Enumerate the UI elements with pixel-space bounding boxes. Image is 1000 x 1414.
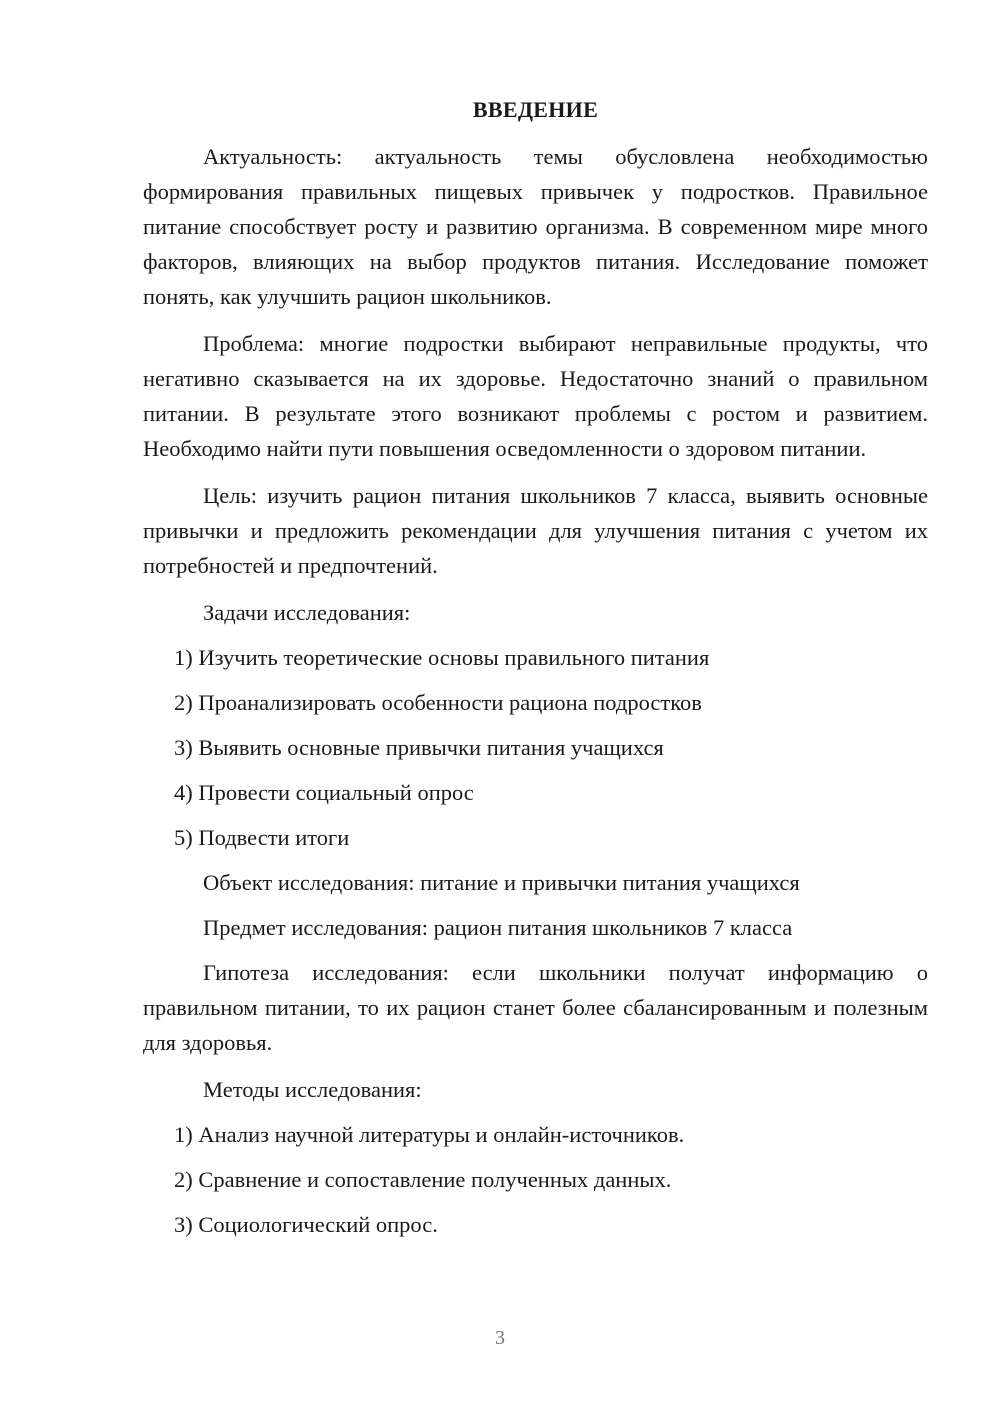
page-number: 3 bbox=[495, 1327, 505, 1349]
method-item: 1) Анализ научной литературы и онлайн-источников. bbox=[174, 1122, 685, 1147]
relevance-paragraph: Актуальность: актуальность темы обусловлена необходимостью формирования правильных пищевых привычек у подростков. Правильное питание способствует росту и развитию организма. В современном мире много факторов, влияющих на выбор продуктов питания. Исследование поможет понять, как улучшить рацион школьников. bbox=[143, 144, 928, 309]
research-subject: Предмет исследования: рацион питания школьников 7 класса bbox=[203, 915, 793, 940]
task-item: 4) Провести социальный опрос bbox=[174, 780, 474, 805]
task-item: 1) Изучить теоретические основы правильного питания bbox=[174, 645, 710, 670]
methods-list bbox=[143, 1117, 928, 1242]
tasks-list bbox=[143, 640, 928, 855]
task-item: 3) Выявить основные привычки питания учащихся bbox=[174, 735, 664, 760]
tasks-heading: Задачи исследования: bbox=[203, 600, 411, 625]
document-page bbox=[143, 92, 928, 1252]
hypothesis-paragraph: Гипотеза исследования: если школьники получат информацию о правильном питании, то их рацион станет более сбалансированным и полезным для здоровья. bbox=[143, 960, 928, 1055]
research-object: Объект исследования: питание и привычки питания учащихся bbox=[203, 870, 800, 895]
method-item: 2) Сравнение и сопоставление полученных данных. bbox=[174, 1167, 672, 1192]
task-item: 2) Проанализировать особенности рациона подростков bbox=[174, 690, 702, 715]
task-item: 5) Подвести итоги bbox=[174, 825, 350, 850]
methods-heading: Методы исследования: bbox=[203, 1077, 422, 1102]
section-title: ВВЕДЕНИЕ bbox=[472, 97, 599, 122]
problem-paragraph: Проблема: многие подростки выбирают неправильные продукты, что негативно сказывается на их здоровье. Недостаточно знаний о правильном питании. В результате этого возникают проблемы с ростом и развитием. Необходимо найти пути повышения осведомленности о здоровом питании. bbox=[143, 331, 928, 461]
method-item: 3) Социологический опрос. bbox=[174, 1212, 438, 1237]
goal-paragraph: Цель: изучить рацион питания школьников 7 класса, выявить основные привычки и предложить рекомендации для улучшения питания с учетом их потребностей и предпочтений. bbox=[143, 483, 928, 578]
